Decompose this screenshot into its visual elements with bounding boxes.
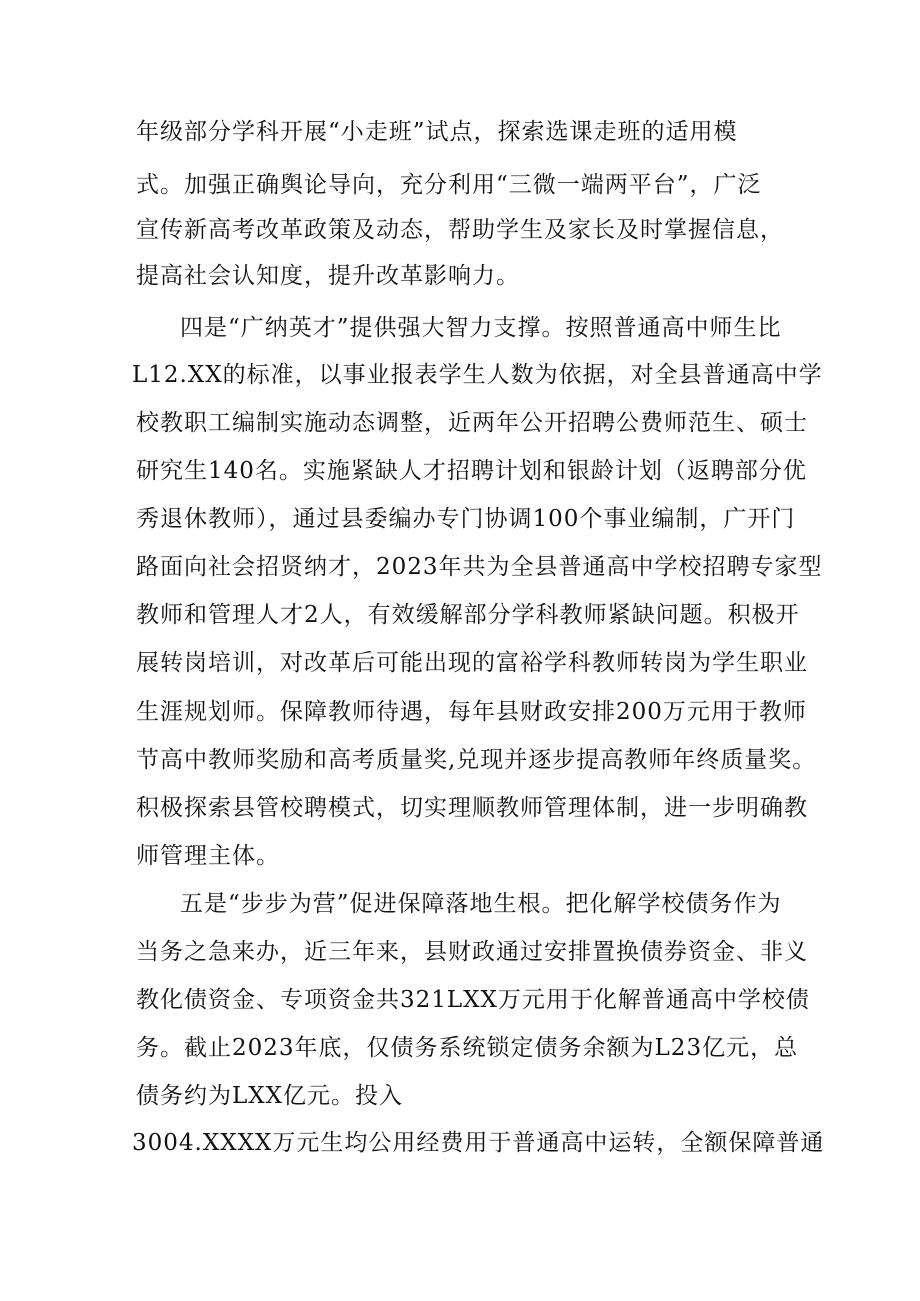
text-line: 师管理主体。 bbox=[136, 843, 280, 869]
text-line: 宣传新高考改革政策及动态，帮助学生及家长及时掌握信息， bbox=[136, 217, 784, 243]
text-line: 当务之急来办，近三年来，县财政通过安排置换债券资金、非义 bbox=[136, 939, 808, 965]
text-line: 路面向社会招贤纳才，2023年共为全县普通高中学校招聘专家型 bbox=[136, 554, 823, 580]
text-line: 教师和管理人才2人，有效缓解部分学科教师紧缺问题。积极开 bbox=[136, 602, 800, 628]
text-line: L12.XX的标准，以事业报表学生人数为依据，对全县普通高中学 bbox=[132, 362, 823, 388]
text-line: 债务约为LXX亿元。投入 bbox=[136, 1083, 404, 1109]
text-line: 校教职工编制实施动态调整，近两年公开招聘公费师范生、硕士 bbox=[136, 410, 808, 436]
text-line: 节高中教师奖励和高考质量奖,兑现并逐步提高教师年终质量奖。 bbox=[136, 747, 817, 773]
text-line: 研究生140名。实施紧缺人才招聘计划和银龄计划（返聘部分优 bbox=[136, 458, 807, 484]
text-line: 提高社会认知度，提升改革影响力。 bbox=[136, 263, 520, 289]
text-line: 秀退休教师），通过县委编办专门协调100个事业编制，广开门 bbox=[136, 506, 796, 532]
text-line: 3004.XXXX万元生均公用经费用于普通高中运转，全额保障普通 bbox=[132, 1130, 825, 1156]
text-line: 式。加强正确舆论导向，充分利用“三微一端两平台”，广泛 bbox=[136, 172, 762, 198]
text-line: 生涯规划师。保障教师待遇，每年县财政安排200万元用于教师 bbox=[136, 699, 807, 725]
text-line: 教化债资金、专项资金共321LXX万元用于化解普通高中学校债 bbox=[136, 987, 810, 1013]
text-line: 积极探索县管校聘模式，切实理顺教师管理体制，进一步明确教 bbox=[136, 795, 808, 821]
paragraph-start-line: 四是“广纳英才”提供强大智力支撑。按照普通高中师生比 bbox=[180, 315, 782, 341]
paragraph-start-line: 五是“步步为营”促进保障落地生根。把化解学校债务作为 bbox=[180, 891, 782, 917]
text-line: 展转岗培训，对改革后可能出现的富裕学科教师转岗为学生职业 bbox=[136, 650, 808, 676]
text-line: 年级部分学科开展“小走班”试点，探索选课走班的适用模 bbox=[136, 119, 738, 145]
text-line: 务。截止2023年底，仅债务系统锁定债务余额为L23亿元，总 bbox=[136, 1035, 799, 1061]
